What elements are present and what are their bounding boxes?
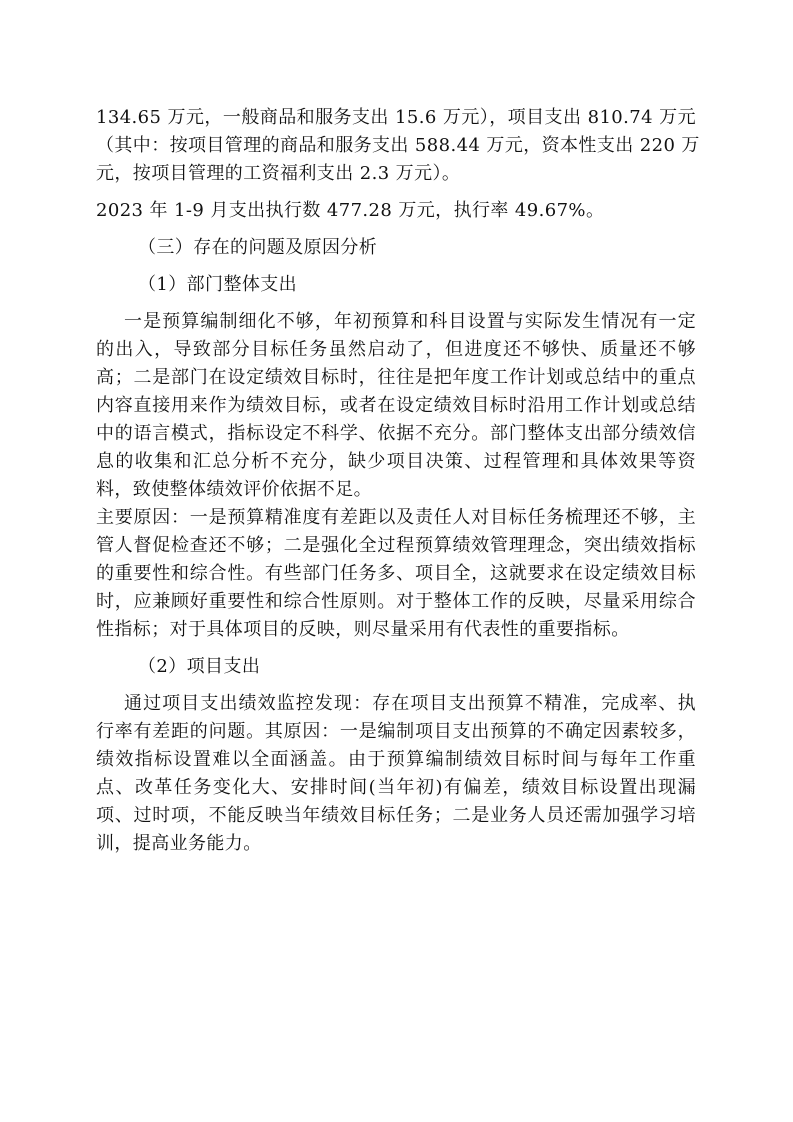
text-line: 料，致使整体绩效评价依据不足。 [96, 479, 372, 500]
paragraph-expenditure-breakdown [96, 104, 700, 188]
text-line: 行率有差距的问题。其原因：一是编制项目支出预算的不确定因素较多， [96, 721, 696, 742]
text-line: 息的收集和汇总分析不充分，缺少项目决策、过程管理和具体效果等资 [96, 451, 696, 472]
text-line: 点、改革任务变化大、安排时间(当年初)有偏差，绩效目标设置出现漏 [96, 777, 696, 798]
text-line: 性指标；对于具体项目的反映，则尽量采用有代表性的重要指标。 [96, 619, 630, 640]
text-line: 元，按项目管理的工资福利支出 2.3 万元）。 [96, 163, 461, 184]
text-line: 高；二是部门在设定绩效目标时，往往是把年度工作计划或总结中的重点 [96, 367, 696, 388]
text-line: 主要原因：一是预算精准度有差距以及责任人对目标任务梳理还不够，主 [96, 507, 696, 528]
subsection-heading-project-expenditure: （2）项目支出 [138, 656, 261, 677]
text-line: 的重要性和综合性。有些部门任务多、项目全，这就要求在设定绩效目标 [96, 563, 696, 584]
section-heading-problems: （三）存在的问题及原因分析 [138, 237, 378, 258]
text-line: （其中：按项目管理的商品和服务支出 588.44 万元，资本性支出 220 万 [96, 135, 700, 156]
text-line: 的出入，导致部分目标任务虽然启动了，但进度还不够快、质量还不够 [96, 339, 696, 360]
text-line: 通过项目支出绩效监控发现：存在项目支出预算不精准，完成率、执 [124, 693, 696, 714]
text-line: 一是预算编制细化不够，年初预算和科目设置与实际发生情况有一定 [124, 311, 696, 332]
paragraph-main-reasons [96, 504, 696, 644]
text-line: 管人督促检查还不够；二是强化全过程预算绩效管理理念，突出绩效指标 [96, 535, 696, 556]
document-body [96, 104, 700, 858]
text-line: 内容直接用来作为绩效目标，或者在设定绩效目标时沿用工作计划或总结 [96, 395, 696, 416]
paragraph-execution-rate: 2023 年 1-9 月支出执行数 477.28 万元，执行率 49.67%。 [96, 200, 605, 221]
paragraph-project-issues [96, 690, 696, 858]
subsection-heading-department-overall: （1）部门整体支出 [138, 274, 298, 295]
paragraph-department-issues [96, 308, 696, 504]
text-line: 中的语言模式，指标设定不科学、依据不充分。部门整体支出部分绩效信 [96, 423, 696, 444]
text-line: 绩效指标设置难以全面涵盖。由于预算编制绩效目标时间与每年工作重 [96, 749, 696, 770]
text-line: 134.65 万元，一般商品和服务支出 15.6 万元），项目支出 810.74 万元 [96, 107, 696, 128]
text-line: 时，应兼顾好重要性和综合性原则。对于整体工作的反映，尽量采用综合 [96, 591, 696, 612]
text-line: 项、过时项，不能反映当年绩效目标任务；二是业务人员还需加强学习培 [96, 805, 696, 826]
text-line: 训，提高业务能力。 [96, 833, 262, 854]
